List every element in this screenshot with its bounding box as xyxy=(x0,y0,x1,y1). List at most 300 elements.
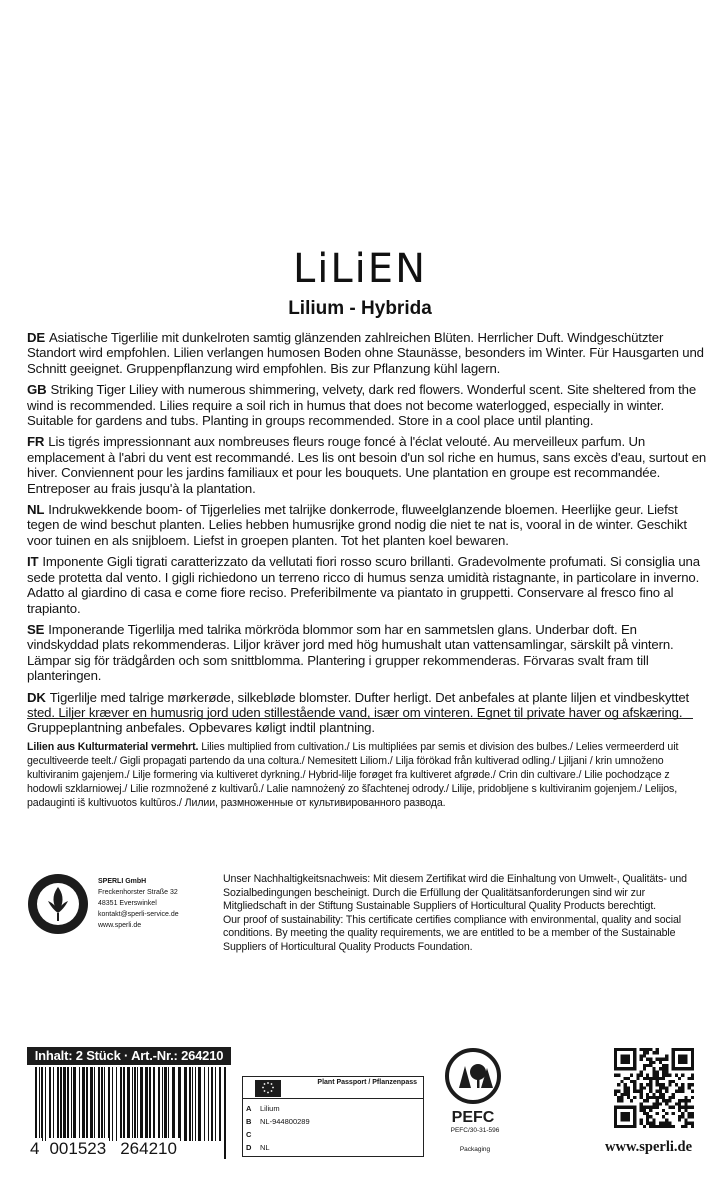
company-address xyxy=(98,876,179,931)
qr-module xyxy=(649,1080,652,1083)
qr-module xyxy=(672,1093,675,1096)
qr-module xyxy=(649,1077,652,1080)
qr-module xyxy=(662,1086,665,1089)
qr-module xyxy=(681,1112,684,1115)
qr-module xyxy=(614,1090,617,1093)
sustainable-suppliers-seal-icon xyxy=(27,873,89,935)
barcode-bar xyxy=(195,1067,196,1141)
qr-module xyxy=(617,1083,620,1086)
qr-module xyxy=(630,1074,633,1077)
qr-module xyxy=(665,1099,668,1102)
qr-module xyxy=(643,1051,646,1054)
qr-module xyxy=(656,1090,659,1093)
content-article-label: Inhalt: 2 Stück · Art.-Nr.: 264210 xyxy=(27,1047,231,1065)
barcode-bar xyxy=(134,1067,136,1141)
lang-code: DE xyxy=(27,330,46,345)
qr-module xyxy=(691,1112,694,1115)
qr-module xyxy=(691,1083,694,1086)
product-title: LiLiEN xyxy=(293,246,427,292)
qr-module xyxy=(649,1086,652,1089)
qr-module xyxy=(652,1102,655,1105)
qr-module xyxy=(649,1122,652,1125)
qr-module xyxy=(688,1112,691,1115)
barcode-bar xyxy=(79,1067,80,1141)
qr-module xyxy=(633,1086,636,1089)
qr-module xyxy=(691,1090,694,1093)
barcode-bar xyxy=(178,1067,181,1141)
company-email[interactable]: kontakt@sperli-service.de xyxy=(98,911,179,918)
qr-module xyxy=(688,1086,691,1089)
barcode-bar xyxy=(198,1067,201,1141)
qr-module xyxy=(665,1090,668,1093)
qr-module xyxy=(665,1067,668,1070)
qr-module xyxy=(656,1083,659,1086)
barcode-bar xyxy=(184,1067,187,1141)
lang-text: Tigerlilje med talrige mørkerøde, silkebløde blomster. Dufter herligt. Det anbefales at plante liljen et vindbeskyttet sted. Liljer kræver en humusrig jord uden stillestående vand, især om vinteren. Egnet til private haver og afskæring. Gruppeplantning anbefales. Opbevares køligt indtil plantning. xyxy=(27,689,690,736)
qr-module xyxy=(627,1086,630,1089)
barcode-bar xyxy=(53,1067,54,1141)
qr-module xyxy=(672,1106,675,1109)
qr-module xyxy=(665,1122,668,1125)
barcode-bar xyxy=(116,1067,117,1141)
qr-module xyxy=(688,1083,691,1086)
qr-module xyxy=(659,1093,662,1096)
qr-module xyxy=(630,1099,633,1102)
qr-module xyxy=(620,1093,623,1096)
lang-text: Imponente Gigli tigrati caratterizzato da vellutati fiori rosso scuro brillanti. Gradevolmente profumati. Si consiglia una sede protetta dal vento. I gigli richiedono un terreno ricco di humus senza umidità ristagnante, in particolare in inverno. Adatto al giardino di casa e come fiore reciso. Preferibilmente va piantato in gruppetti. Conservare al fresco fino al trapianto. xyxy=(27,554,700,616)
qr-module xyxy=(659,1090,662,1093)
qr-module xyxy=(662,1074,665,1077)
qr-module xyxy=(649,1058,652,1061)
qr-module xyxy=(620,1096,623,1099)
qr-module xyxy=(668,1080,671,1083)
qr-module xyxy=(640,1058,643,1061)
qr-module xyxy=(672,1125,675,1128)
qr-module xyxy=(643,1048,646,1051)
qr-module xyxy=(636,1074,639,1077)
qr-module xyxy=(675,1102,678,1105)
qr-module xyxy=(652,1096,655,1099)
qr-module xyxy=(633,1083,636,1086)
qr-module xyxy=(643,1077,646,1080)
qr-module xyxy=(649,1125,652,1128)
section-divider xyxy=(27,718,693,719)
qr-module xyxy=(659,1061,662,1064)
qr-module xyxy=(624,1077,627,1080)
qr-module xyxy=(656,1070,659,1073)
qr-module xyxy=(656,1112,659,1115)
qr-module xyxy=(684,1102,687,1105)
qr-module xyxy=(624,1093,627,1096)
qr-module xyxy=(646,1048,649,1051)
qr-module xyxy=(678,1099,681,1102)
qr-module xyxy=(656,1051,659,1054)
qr-module xyxy=(646,1099,649,1102)
sustainability-en: Our proof of sustainability: This certificate certifies compliance with environmental, quality and social conditions. By meeting the quality requirements, we are entitled to be a member of the Sustainable Suppliers of Horticultural Quality Products Foundation. xyxy=(223,913,682,953)
qr-module xyxy=(656,1099,659,1102)
lang-text: Asiatische Tigerlilie mit dunkelroten samtig glänzenden zahlreichen Blüten. Herrlicher Duft. Windgeschützter Standort wird empfohlen. Lilien verlangen humosen Boden ohne Staunässe, besonders im Winter. Für Hausgarten und Schnitt geeignet. Gruppenpflanzung wird empfohlen. Bis zur Pflanzung kühl lagern. xyxy=(27,330,704,376)
passport-key: B xyxy=(246,1117,252,1126)
qr-module xyxy=(662,1064,665,1067)
qr-module xyxy=(659,1096,662,1099)
qr-module xyxy=(688,1122,691,1125)
qr-module xyxy=(659,1067,662,1070)
barcode-bar xyxy=(162,1067,163,1141)
pefc-code: PEFC/30-31-596 xyxy=(450,1127,500,1134)
qr-module xyxy=(662,1077,665,1080)
qr-module xyxy=(646,1093,649,1096)
passport-rows xyxy=(246,1102,310,1154)
qr-module xyxy=(691,1115,694,1118)
qr-module xyxy=(643,1112,646,1115)
qr-module xyxy=(656,1080,659,1083)
qr-module xyxy=(652,1061,655,1064)
qr-module xyxy=(649,1083,652,1086)
qr-module xyxy=(684,1125,687,1128)
barcode-digits-3: 264210 xyxy=(117,1138,180,1160)
barcode-bar xyxy=(57,1067,59,1141)
passport-key: C xyxy=(246,1130,252,1139)
qr-module xyxy=(649,1106,652,1109)
qr-module xyxy=(678,1106,681,1109)
barcode-bar xyxy=(67,1067,69,1141)
qr-module xyxy=(624,1083,627,1086)
barcode-bar xyxy=(145,1067,148,1141)
barcode-bar xyxy=(60,1067,62,1141)
qr-module xyxy=(652,1067,655,1070)
barcode-digits xyxy=(27,1138,231,1160)
qr-module xyxy=(646,1064,649,1067)
description-de xyxy=(27,330,707,376)
qr-module xyxy=(662,1122,665,1125)
qr-module xyxy=(624,1086,627,1089)
qr-module xyxy=(665,1118,668,1121)
qr-module xyxy=(646,1083,649,1086)
passport-row xyxy=(246,1115,310,1128)
qr-module xyxy=(640,1102,643,1105)
qr-module xyxy=(684,1099,687,1102)
qr-module xyxy=(640,1090,643,1093)
qr-module xyxy=(652,1106,655,1109)
cultivation-text: Lilies multiplied from cultivation./ Lis multipliées par semis et division des bulbes./ Lelies vermeerderd uit gecultiveerde teelt./ Gigli propagati partendo da una coltura./ Nemesitett Liliom./ Lilja förökad från kultiverad odling./ Ljiljani / krin umnoženo kultiviranim gajenjem./ Lilje formering via kultiveret dyrkning./ Hybrid-lilje forøget fra kultiveret afgrøde./ Crin din cultivare./ Lilie pochodzące z hodowli szklarniowej./ Lilie rozmnožené z kultivarů./ Lalie namnożený zo šľachtenej odrody./ Lilije, pridobljene s kultiviranim gojenjem./ Lelijos, padauginti iš kultivuotos kultūros./ Лилии, размноженные от культивированного развода. xyxy=(27,741,679,810)
cultivation-note xyxy=(27,740,707,810)
qr-module xyxy=(665,1070,668,1073)
qr-module xyxy=(633,1090,636,1093)
lang-code: FR xyxy=(27,434,45,450)
qr-module xyxy=(684,1109,687,1112)
qr-module xyxy=(681,1125,684,1128)
qr-module xyxy=(659,1058,662,1061)
barcode-bar xyxy=(120,1067,122,1141)
passport-row xyxy=(246,1141,310,1154)
qr-module xyxy=(668,1096,671,1099)
barcode-bar xyxy=(49,1067,51,1141)
pefc-packaging: Packaging xyxy=(459,1146,491,1153)
barcode-bar xyxy=(94,1067,95,1141)
qr-module xyxy=(636,1090,639,1093)
qr-module xyxy=(640,1074,643,1077)
pefc-name: PEFC xyxy=(451,1109,495,1126)
qr-module xyxy=(656,1074,659,1077)
description-fr xyxy=(27,434,707,496)
qr-module xyxy=(662,1093,665,1096)
barcode-bar xyxy=(73,1067,76,1141)
qr-module xyxy=(643,1125,646,1128)
qr-module xyxy=(630,1080,633,1083)
barcode-bar xyxy=(140,1067,143,1141)
qr-module xyxy=(614,1074,617,1077)
qr-module xyxy=(649,1061,652,1064)
qr-module xyxy=(662,1058,665,1061)
qr-module xyxy=(672,1112,675,1115)
qr-module xyxy=(665,1074,668,1077)
qr-module xyxy=(633,1096,636,1099)
qr-module xyxy=(665,1058,668,1061)
passport-key: A xyxy=(246,1104,252,1113)
qr-module xyxy=(633,1080,636,1083)
qr-module xyxy=(617,1074,620,1077)
barcode-bar xyxy=(112,1067,113,1141)
qr-module xyxy=(640,1093,643,1096)
qr-module xyxy=(649,1064,652,1067)
qr-module xyxy=(640,1122,643,1125)
qr-module xyxy=(691,1074,694,1077)
qr-module xyxy=(646,1051,649,1054)
description-se xyxy=(27,622,707,684)
sustainability-de: Unser Nachhaltigkeitsnachweis: Mit diesem Zertifikat wird die Einhaltung von Umwelt-, Qualitäts- und Sozialbedingungen bescheinigt. Durch die Erfüllung der Qualitätsanforderungen sind wir zur Mitgliedschaft in der Stiftung Sustainable Suppliers of Horticultural Quality Products berechtigt. xyxy=(223,873,687,912)
qr-module xyxy=(652,1070,655,1073)
lang-text: Indrukwekkende boom- of Tijgerlelies met talrijke donkerrode, fluweelglanzende bloemen. Heerlijke geur. Liefst tegen de wind beschut planten. Lelies hebben humusrijke grond nodig die niet te nat is, vooral in de winter. Geschikt voor tuinen en als snijbloem. Liefst in groepen planten. Tot het planten koel bewaren. xyxy=(27,502,687,548)
barcode-bar xyxy=(215,1067,216,1141)
product-subtitle: Lilium - Hybrida xyxy=(288,298,432,319)
passport-title: Plant Passport / Pflanzenpass xyxy=(317,1079,417,1086)
qr-module xyxy=(675,1090,678,1093)
website-link[interactable]: www.sperli.de xyxy=(605,1139,692,1155)
company-web[interactable]: www.sperli.de xyxy=(98,922,142,929)
qr-module xyxy=(678,1077,681,1080)
qr-module xyxy=(691,1125,694,1128)
qr-module xyxy=(668,1125,671,1128)
barcode-bar xyxy=(192,1067,193,1141)
barcode-bar xyxy=(86,1067,88,1141)
barcode-bar xyxy=(39,1067,40,1141)
qr-module xyxy=(688,1099,691,1102)
qr-module xyxy=(678,1118,681,1121)
qr-module xyxy=(688,1077,691,1080)
qr-module xyxy=(678,1115,681,1118)
passport-header xyxy=(243,1077,423,1099)
qr-module xyxy=(649,1109,652,1112)
barcode-bar xyxy=(41,1067,43,1141)
qr-module xyxy=(656,1077,659,1080)
qr-module xyxy=(652,1122,655,1125)
passport-row xyxy=(246,1128,310,1141)
barcode-bar xyxy=(168,1067,169,1141)
qr-module xyxy=(614,1093,617,1096)
qr-module xyxy=(662,1096,665,1099)
qr-module xyxy=(684,1118,687,1121)
qr-module xyxy=(643,1109,646,1112)
qr-module xyxy=(646,1077,649,1080)
qr-module xyxy=(620,1054,630,1064)
qr-module xyxy=(665,1102,668,1105)
barcode-bar xyxy=(204,1067,205,1141)
qr-module xyxy=(659,1122,662,1125)
barcode-bar xyxy=(158,1067,160,1141)
lang-code: GB xyxy=(27,382,47,398)
qr-module xyxy=(617,1090,620,1093)
qr-module xyxy=(678,1109,681,1112)
qr-module xyxy=(652,1093,655,1096)
qr-module xyxy=(662,1115,665,1118)
qr-module xyxy=(681,1106,684,1109)
passport-value: NL-944800289 xyxy=(260,1117,310,1126)
qr-module xyxy=(691,1122,694,1125)
barcode-digit-1: 4 xyxy=(27,1138,42,1160)
barcode-bar xyxy=(208,1067,209,1141)
qr-module xyxy=(659,1125,662,1128)
qr-module xyxy=(620,1099,623,1102)
barcode-bar xyxy=(71,1067,72,1141)
qr-module xyxy=(646,1122,649,1125)
qr-module xyxy=(643,1099,646,1102)
qr-module xyxy=(662,1067,665,1070)
barcode-bar xyxy=(82,1067,85,1141)
barcode-bar xyxy=(98,1067,100,1141)
qr-module xyxy=(688,1115,691,1118)
qr-module xyxy=(617,1099,620,1102)
qr-module xyxy=(681,1083,684,1086)
qr-module xyxy=(678,1054,688,1064)
barcode-digits-2: 001523 xyxy=(46,1138,109,1160)
qr-module xyxy=(675,1083,678,1086)
plant-passport xyxy=(242,1076,424,1157)
lang-text: Imponerande Tigerlilja med talrika mörkröda blommor som har en sammetslen glans. Underbar doft. En vindskyddad plats rekommenderas. Liljor kräver jord med hög humushalt utan vattensamlingar, särskilt på vintern. Lämpar sig för trädgården och som snittblomma. Plantering i grupper rekommenderas. Förvaras svalt fram till planteringen. xyxy=(27,621,674,684)
qr-module xyxy=(665,1112,668,1115)
passport-value: NL xyxy=(260,1143,270,1152)
qr-module xyxy=(662,1109,665,1112)
qr-module xyxy=(684,1106,687,1109)
barcode-bar xyxy=(219,1067,221,1141)
qr-module xyxy=(643,1106,646,1109)
company-city: 48351 Everswinkel xyxy=(98,900,157,907)
qr-module xyxy=(656,1125,659,1128)
barcode-bar xyxy=(45,1067,46,1141)
barcode-bar xyxy=(137,1067,138,1141)
passport-key: D xyxy=(246,1143,252,1152)
qr-module xyxy=(656,1096,659,1099)
lang-text: Lis tigrés impressionnant aux nombreuses fleurs rouge foncé à l'éclat velouté. Au merveilleux parfum. Un emplacement à l'abri du vent est recommandé. Les lis ont besoin d'un sol riche en humus, sans excès d'eau, surtout en hiver. Conviennent pour les jardins familiaux et pour les bouquets. Une plantation en groupe est recommandée. Entreposer au frais jusqu'à la plantation. xyxy=(27,434,707,496)
qr-module xyxy=(684,1096,687,1099)
qr-module xyxy=(624,1090,627,1093)
lang-code: IT xyxy=(27,554,39,570)
qr-module xyxy=(668,1122,671,1125)
barcode-bar xyxy=(211,1067,213,1141)
qr-module xyxy=(652,1077,655,1080)
qr-module xyxy=(640,1083,643,1086)
passport-value: Lilium xyxy=(260,1104,280,1113)
qr-module xyxy=(659,1077,662,1080)
company-name: SPERLI GmbH xyxy=(98,878,147,885)
barcode-bar xyxy=(101,1067,103,1141)
qr-module xyxy=(672,1096,675,1099)
qr-module xyxy=(656,1048,659,1051)
qr-module xyxy=(652,1118,655,1121)
qr-module xyxy=(691,1106,694,1109)
qr-module xyxy=(668,1106,671,1109)
qr-module xyxy=(640,1054,643,1057)
qr-module xyxy=(640,1048,643,1051)
pefc-logo-icon xyxy=(443,1048,503,1128)
language-descriptions xyxy=(27,330,707,742)
qr-module xyxy=(662,1099,665,1102)
qr-module xyxy=(668,1083,671,1086)
qr-module xyxy=(646,1115,649,1118)
cultivation-lead: Lilien aus Kulturmaterial vermehrt. xyxy=(27,741,199,753)
qr-module xyxy=(672,1080,675,1083)
qr-module xyxy=(643,1064,646,1067)
qr-module xyxy=(656,1058,659,1061)
barcode-bar xyxy=(123,1067,125,1141)
qr-module xyxy=(681,1090,684,1093)
description-dk xyxy=(27,690,707,736)
barcode-bar xyxy=(108,1067,110,1141)
qr-module xyxy=(627,1090,630,1093)
qr-module xyxy=(640,1070,643,1073)
barcode-bar xyxy=(153,1067,155,1141)
barcode-bar xyxy=(63,1067,66,1141)
qr-module xyxy=(668,1074,671,1077)
qr-module xyxy=(640,1109,643,1112)
qr-module xyxy=(681,1086,684,1089)
description-nl xyxy=(27,502,707,548)
qr-module xyxy=(665,1054,668,1057)
qr-module xyxy=(659,1086,662,1089)
qr-module xyxy=(646,1118,649,1121)
qr-module xyxy=(659,1083,662,1086)
qr-module xyxy=(665,1086,668,1089)
qr-module xyxy=(646,1106,649,1109)
qr-module xyxy=(646,1074,649,1077)
qr-module xyxy=(688,1106,691,1109)
qr-module xyxy=(678,1090,681,1093)
lang-code: NL xyxy=(27,502,45,518)
barcode-bar xyxy=(164,1067,167,1141)
qr-module xyxy=(662,1125,665,1128)
qr-module xyxy=(681,1099,684,1102)
qr-module xyxy=(620,1080,623,1083)
qr-module xyxy=(681,1115,684,1118)
eu-flag-icon xyxy=(255,1080,281,1097)
qr-module xyxy=(640,1106,643,1109)
qr-code[interactable] xyxy=(614,1048,694,1128)
barcode-bar xyxy=(90,1067,93,1141)
qr-module xyxy=(643,1067,646,1070)
qr-module xyxy=(649,1048,652,1051)
qr-module xyxy=(649,1115,652,1118)
qr-module xyxy=(684,1122,687,1125)
qr-module xyxy=(662,1083,665,1086)
qr-module xyxy=(643,1086,646,1089)
qr-module xyxy=(646,1058,649,1061)
qr-module xyxy=(627,1096,630,1099)
barcode-bar xyxy=(189,1067,191,1141)
qr-module xyxy=(652,1051,655,1054)
qr-module xyxy=(627,1077,630,1080)
qr-module xyxy=(668,1099,671,1102)
qr-module xyxy=(691,1096,694,1099)
qr-module xyxy=(617,1096,620,1099)
